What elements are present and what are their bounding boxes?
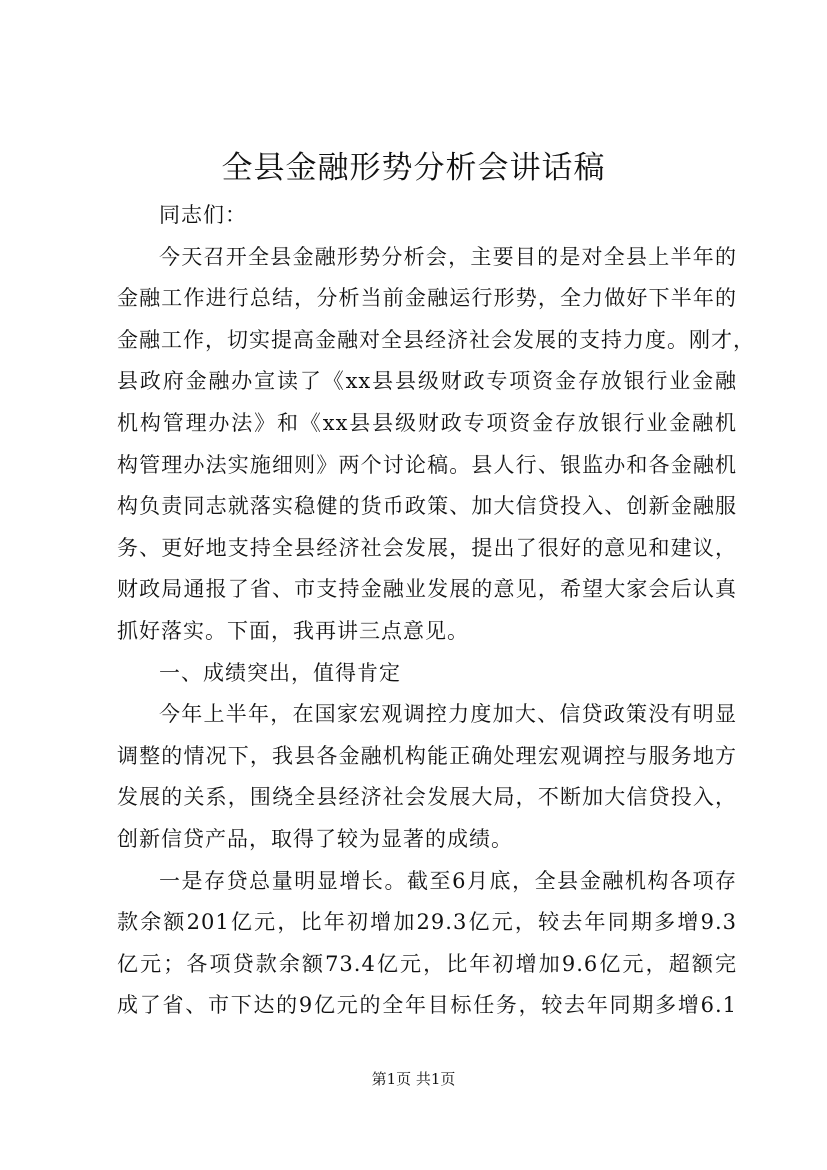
page-footer: 第1页 共1页 (371, 1070, 456, 1088)
salutation-line: 同志们： (159, 203, 247, 227)
body-line: 今年上半年，在国家宏观调控力度加大、信贷政策没有明显 (159, 702, 737, 727)
body-line: 创新信贷产品，取得了较为显著的成绩。 (117, 826, 513, 851)
section-heading: 一、成绩突出，值得肯定 (159, 660, 401, 685)
body-line: 金融工作，切实提高金融对全县经济社会发展的支持力度。刚才， (117, 327, 755, 352)
body-line: 调整的情况下，我县各金融机构能正确处理宏观调控与服务地方 (117, 743, 737, 768)
body-line: 机构管理办法》和《xx县县级财政专项资金存放银行业金融机 (117, 410, 737, 435)
body-line: 成了省、市下达的9亿元的全年目标任务，较去年同期多增6.1 (117, 993, 737, 1018)
body-line: 款余额201亿元，比年初增加29.3亿元，较去年同期多增9.3 (117, 910, 737, 935)
body-line: 一是存贷总量明显增长。截至6月底，全县金融机构各项存 (159, 868, 737, 893)
body-line: 构管理办法实施细则》两个讨论稿。县人行、银监办和各金融机 (117, 452, 737, 477)
body-line: 构负责同志就落实稳健的货币政策、加大信贷投入、创新金融服 (117, 494, 737, 519)
body-line: 抓好落实。下面，我再讲三点意见。 (117, 618, 469, 643)
body-line: 亿元；各项贷款余额73.4亿元，比年初增加9.6亿元，超额完 (117, 951, 737, 976)
body-line: 金融工作进行总结，分析当前金融运行形势，全力做好下半年的 (117, 286, 737, 311)
body-line: 财政局通报了省、市支持金融业发展的意见，希望大家会后认真 (117, 577, 737, 602)
body-line: 发展的关系，围绕全县经济社会发展大局，不断加大信贷投入， (117, 785, 737, 810)
body-line: 今天召开全县金融形势分析会，主要目的是对全县上半年的 (159, 244, 737, 269)
body-line: 县政府金融办宣读了《xx县县级财政专项资金存放银行业金融 (117, 369, 737, 394)
document-body (117, 195, 755, 1027)
document-title: 全县金融形势分析会讲话稿 (221, 150, 606, 186)
body-line: 务、更好地支持全县经济社会发展，提出了很好的意见和建议， (117, 535, 737, 560)
